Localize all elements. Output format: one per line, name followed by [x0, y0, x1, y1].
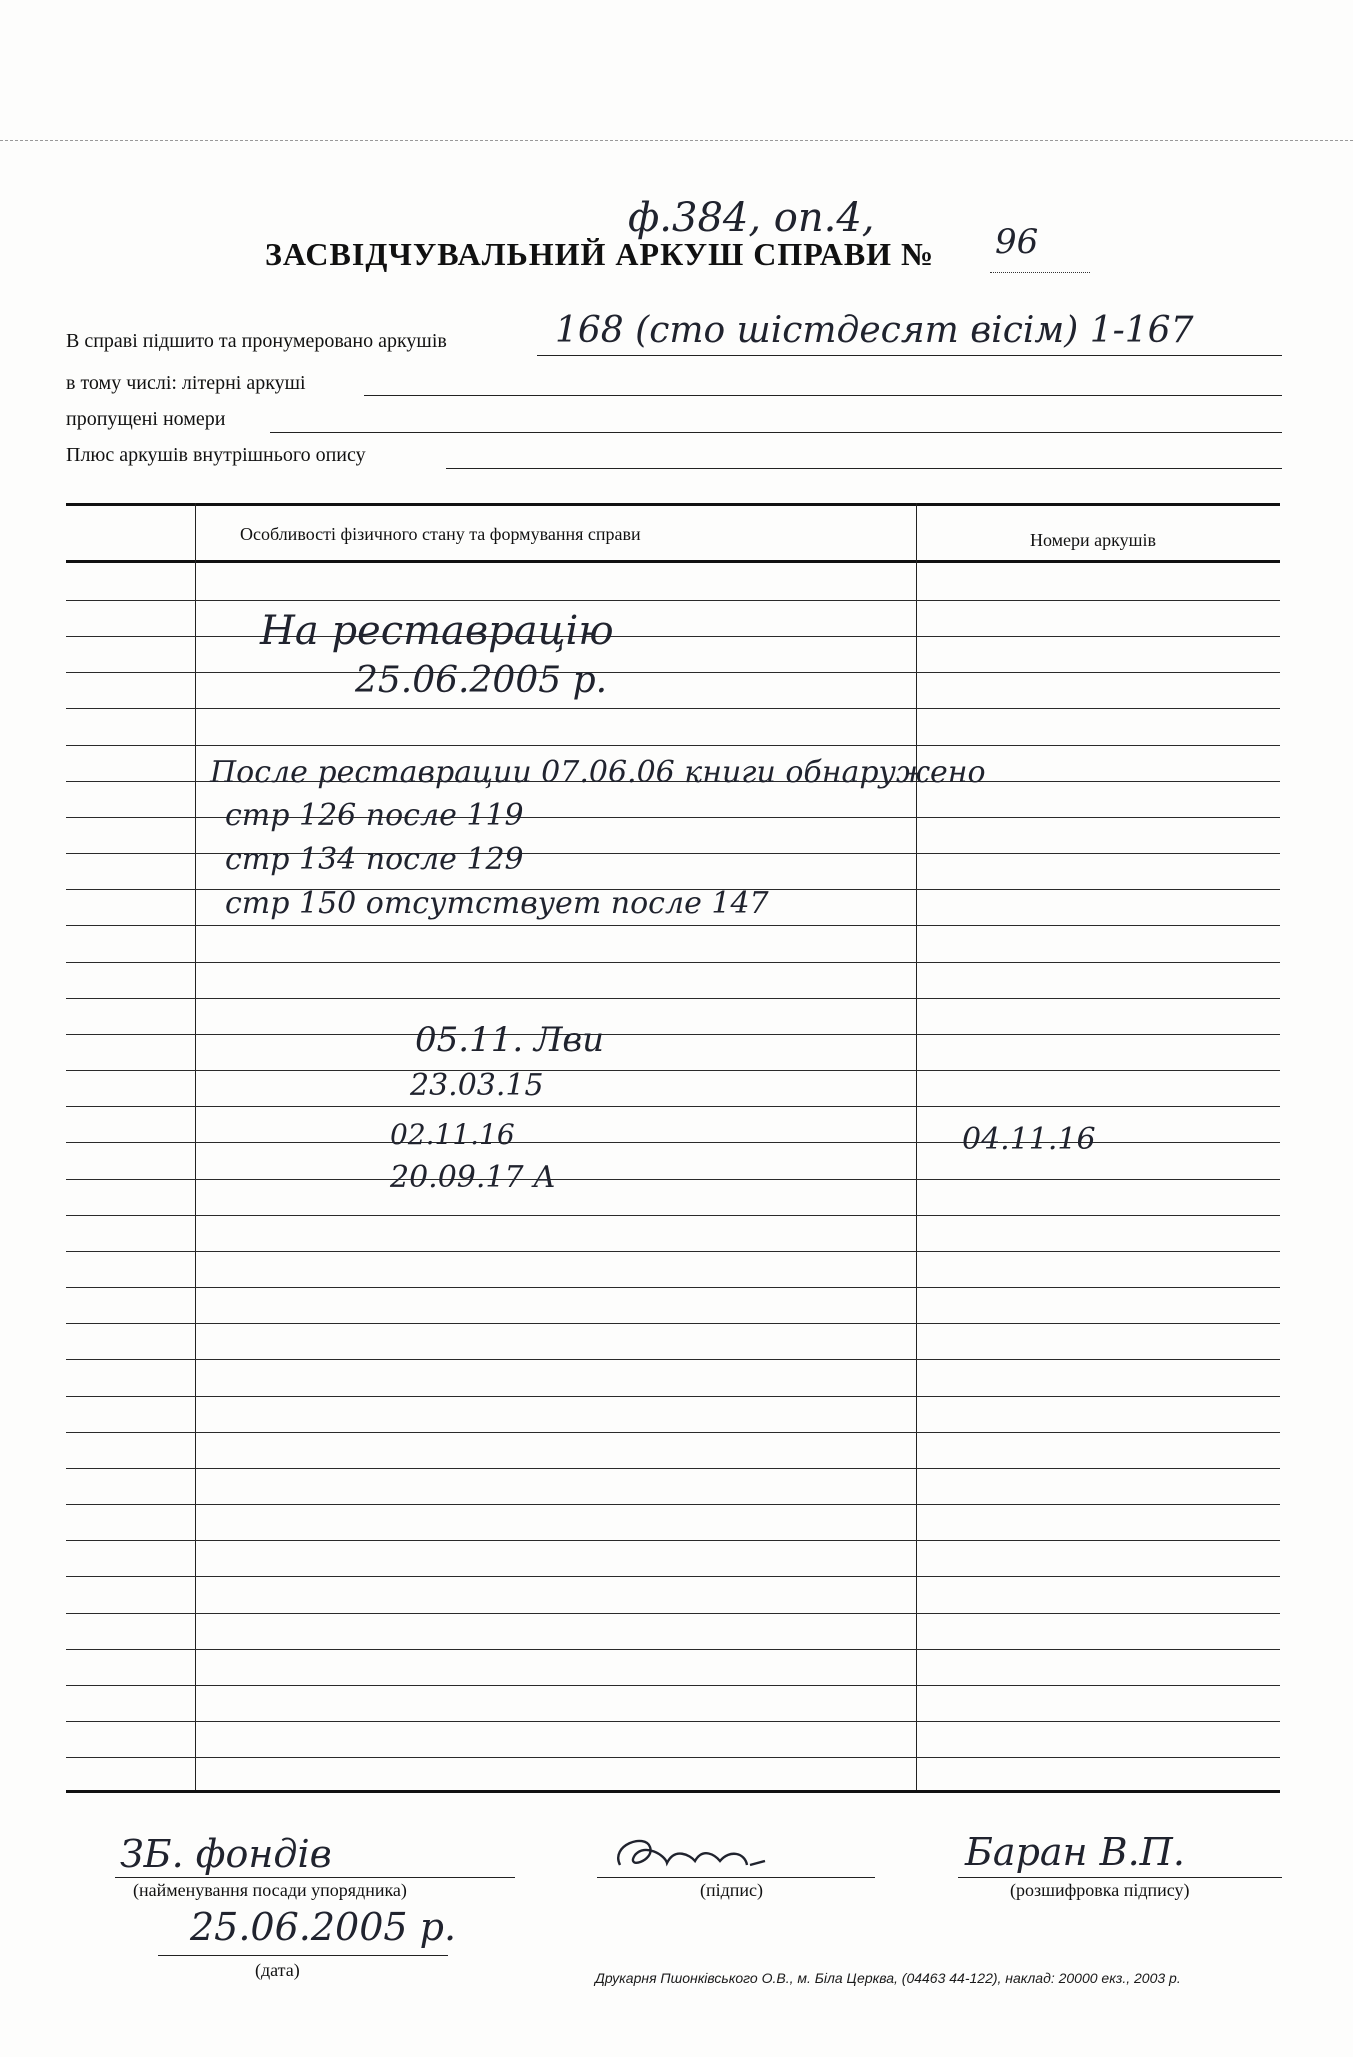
entry-check-2016: 02.11.16	[390, 1118, 515, 1151]
table-row	[66, 1287, 1280, 1288]
table-top-border	[66, 503, 1280, 506]
table-row	[66, 1685, 1280, 1686]
table-row	[66, 745, 1280, 746]
table-row	[66, 1649, 1280, 1650]
table-row	[66, 1757, 1280, 1758]
table-row	[66, 1432, 1280, 1433]
signature-label: (підпис)	[700, 1880, 764, 1900]
table-row	[66, 1070, 1280, 1071]
page-title: ЗАСВІДЧУВАЛЬНИЙ АРКУШ СПРАВИ №	[265, 236, 935, 272]
col-header-features: Особливості фізичного стану та формування справи	[240, 524, 641, 544]
table-row	[66, 1179, 1280, 1180]
table-row	[66, 1504, 1280, 1505]
name-value: Баран В.П.	[965, 1830, 1185, 1874]
table-col-divider-left	[195, 503, 196, 1790]
entry-date-restoration: 25.06.2005 р.	[355, 660, 608, 701]
table-row	[66, 636, 1280, 637]
missing-numbers-line	[270, 432, 1282, 433]
name-line	[958, 1877, 1282, 1878]
table-row	[66, 1576, 1280, 1577]
entry-page-126: стр 126 после 119	[225, 798, 524, 833]
entry-page-134: стр 134 после 129	[225, 842, 524, 877]
table-row	[66, 925, 1280, 926]
sheets-label: В справі підшито та пронумеровано аркушів	[66, 330, 447, 352]
table-row	[66, 672, 1280, 673]
fond-note: ф.384, оп.4,	[628, 195, 875, 241]
table-row	[66, 1396, 1280, 1397]
entry-check-2015: 23.03.15	[410, 1068, 544, 1103]
table-row	[66, 1034, 1280, 1035]
position-value: ЗБ. фондів	[120, 1832, 332, 1876]
date-line	[158, 1955, 448, 1956]
table-row	[66, 1721, 1280, 1722]
case-number: 96	[995, 222, 1039, 262]
inner-inventory-label: Плюс аркушів внутрішнього опису	[66, 444, 366, 466]
col-header-sheet-numbers: Номери аркушів	[1030, 530, 1157, 550]
entry-check-2011: 05.11. Лви	[415, 1020, 605, 1060]
table-row	[66, 998, 1280, 999]
table-row	[66, 1359, 1280, 1360]
date-label: (дата)	[255, 1960, 300, 1980]
entry-after-restoration: После реставрации 07.06.06 книги обнаружено	[210, 755, 986, 790]
table-row	[66, 708, 1280, 709]
position-line	[115, 1877, 515, 1878]
position-label: (найменування посади упорядника)	[133, 1880, 407, 1900]
date-value: 25.06.2005 р.	[190, 1905, 457, 1949]
table-row	[66, 1540, 1280, 1541]
sheets-line	[537, 355, 1282, 356]
table-col-divider-right	[916, 503, 917, 1790]
table-row	[66, 1468, 1280, 1469]
table-row	[66, 1251, 1280, 1252]
missing-numbers-label: пропущені номери	[66, 408, 226, 430]
scan-edge-line	[0, 140, 1353, 141]
table-row	[66, 1106, 1280, 1107]
table-row	[66, 600, 1280, 601]
sheet-number-note: 04.11.16	[962, 1122, 1096, 1157]
table-row	[66, 1142, 1280, 1143]
table-header-bottom-border	[66, 560, 1280, 563]
signature-scribble	[605, 1825, 785, 1881]
table-row	[66, 962, 1280, 963]
entry-check-2017: 20.09.17 А	[390, 1160, 556, 1195]
table-row	[66, 1215, 1280, 1216]
letter-sheets-label: в тому числі: літерні аркуші	[66, 372, 306, 394]
sheets-value: 168 (сто шістдесят вісім) 1-167	[555, 310, 1194, 351]
table-row	[66, 1613, 1280, 1614]
entry-page-150: стр 150 отсутствует после 147	[225, 886, 769, 921]
table-row	[66, 1323, 1280, 1324]
inner-inventory-line	[446, 468, 1282, 469]
name-label: (розшифровка підпису)	[1010, 1880, 1190, 1900]
letter-sheets-line	[364, 395, 1282, 396]
entry-restoration: На реставрацію	[260, 608, 614, 654]
printer-imprint: Друкарня Пшонківського О.В., м. Біла Церква, (04463 44-122), наклад: 20000 екз., 2003 р.	[595, 1970, 1181, 1986]
table-bottom-border	[66, 1790, 1280, 1793]
